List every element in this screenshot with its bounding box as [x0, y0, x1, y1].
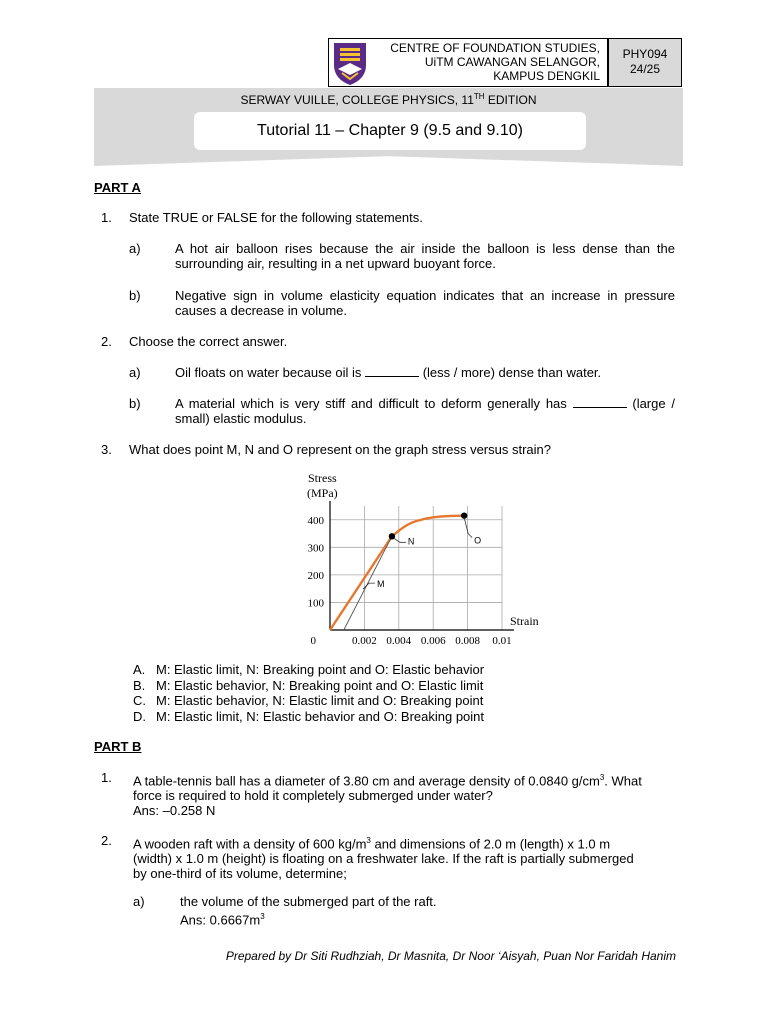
text-before-blank: Oil floats on water because oil is: [175, 365, 362, 380]
option-label: A.: [133, 662, 146, 677]
question-line-text: and dimensions of 2.0 m (length) x 1.0 m: [370, 836, 611, 852]
y-axis-unit: (MPa): [307, 486, 338, 500]
question-line: [133, 770, 683, 788]
superscript: 3: [260, 912, 265, 921]
question-text: State TRUE or FALSE for the following statements.: [129, 210, 423, 225]
point-label-o: O: [474, 535, 482, 546]
y-axis-label: Stress: [308, 471, 337, 485]
text-before-blank: A material which is very stiff and difficult to deform generally has: [175, 396, 567, 411]
stress-strain-chart: [280, 466, 560, 654]
sub-label: a): [129, 241, 141, 256]
footer-credit: Prepared by Dr Siti Rudhziah, Dr Masnita, Dr Noor ‘Aisyah, Puan Nor Faridah Hanim: [225, 949, 676, 963]
uitm-logo: [330, 39, 370, 86]
institution-line: UiTM CAWANGAN SELANGOR,: [424, 55, 600, 69]
institution-line: KAMPUS DENGKIL: [493, 69, 600, 83]
textbook-reference: [94, 92, 683, 107]
question-text: [133, 833, 683, 881]
question-number: 1.: [101, 770, 112, 785]
question-text: [133, 770, 683, 818]
option-text: M: Elastic behavior, N: Elastic limit and O: Breaking point: [156, 693, 484, 708]
point-label-n: N: [407, 536, 415, 547]
point-o-leader: [464, 518, 472, 538]
superscript: 3: [599, 773, 605, 782]
sub-question-text: [175, 365, 675, 380]
x-tick-label: 0.004: [386, 635, 412, 647]
origin-label: 0: [310, 635, 316, 647]
superscript: 3: [366, 836, 371, 845]
y-tick-label: 300: [307, 542, 324, 555]
answer: [180, 909, 437, 927]
sub-label: b): [129, 288, 141, 303]
x-tick-label: 0.01: [492, 635, 512, 647]
unloading-line: [344, 536, 392, 630]
answer-text: Ans: 0.6667m: [180, 912, 261, 928]
book-sup: TH: [473, 92, 485, 101]
banner-point-right: [383, 156, 683, 166]
answer: Ans: –0.258 N: [133, 803, 216, 819]
sub-question-text: [180, 894, 437, 927]
session: 24/25: [629, 62, 661, 76]
question-line: (width) x 1.0 m (height) is floating on a freshwater lake. If the raft is partially submerged: [133, 851, 634, 867]
question-number: 1.: [101, 210, 112, 225]
question-line-text: A wooden raft with a density of 600 kg/m: [133, 836, 367, 852]
x-tick-label: 0.008: [455, 635, 480, 647]
y-tick-label: 400: [307, 514, 324, 527]
point-label-m: M: [376, 579, 385, 590]
question-line-text: . What: [604, 773, 642, 789]
institution-name: [368, 41, 600, 83]
sub-question-text: A hot air balloon rises because the air inside the balloon is less dense than the surrounding air, resulting in a net upward buoyant force.: [175, 241, 675, 271]
page-title: Tutorial 11 – Chapter 9 (9.5 and 9.10): [194, 112, 586, 150]
book-title: SERWAY VUILLE, COLLEGE PHYSICS, 11: [240, 93, 474, 107]
option-label: B.: [133, 678, 146, 693]
text-after-blank: (less / more) dense than water.: [422, 365, 602, 380]
book-tail: EDITION: [484, 93, 537, 107]
sub-question-text: [175, 396, 675, 426]
x-axis-label: Strain: [510, 614, 539, 628]
fill-blank: [573, 397, 627, 408]
question-text: What does point M, N and O represent on the graph stress versus strain?: [129, 442, 551, 457]
institution-line: CENTRE OF FOUNDATION STUDIES,: [390, 41, 600, 55]
question-line-text: A table-tennis ball has a diameter of 3.80 cm and average density of 0.0840 g/cm: [133, 773, 600, 789]
course-code-box: [608, 38, 682, 87]
part-a-heading: PART A: [94, 180, 141, 195]
x-tick-label: 0.006: [420, 635, 446, 647]
stress-strain-curve: [330, 516, 464, 630]
sub-question-text: Negative sign in volume elasticity equation indicates that an increase in pressure causes a decrease in volume.: [175, 288, 675, 318]
question-number: 2.: [101, 334, 112, 349]
y-tick-label: 200: [307, 569, 324, 582]
question-number: 2.: [101, 833, 112, 848]
sub-question-line: the volume of the submerged part of the raft.: [180, 894, 437, 909]
course-code: PHY094: [622, 47, 668, 61]
option-text: M: Elastic behavior, N: Breaking point and O: Elastic limit: [156, 678, 484, 693]
sub-label: a): [133, 894, 145, 909]
sub-label: b): [129, 396, 141, 411]
text-after-blank: (large / small) elastic modulus.: [175, 396, 675, 426]
question-line: force is required to hold it completely submerged under water?: [133, 788, 493, 804]
question-text: Choose the correct answer.: [129, 334, 288, 349]
point-n-leader: [394, 538, 406, 542]
part-b-heading: PART B: [94, 739, 142, 754]
option-label: D.: [133, 709, 146, 724]
question-line: by one-third of its volume, determine;: [133, 866, 347, 882]
banner-point-left: [94, 156, 394, 166]
y-tick-label: 100: [307, 597, 324, 610]
option-label: C.: [133, 693, 146, 708]
option-text: M: Elastic limit, N: Breaking point and O: Elastic behavior: [156, 662, 485, 677]
sub-label: a): [129, 365, 141, 380]
x-tick-label: 0.002: [352, 635, 377, 647]
question-number: 3.: [101, 442, 112, 457]
option-text: M: Elastic limit, N: Elastic behavior and O: Breaking point: [156, 709, 485, 724]
question-line: [133, 833, 683, 851]
fill-blank: [365, 366, 419, 377]
